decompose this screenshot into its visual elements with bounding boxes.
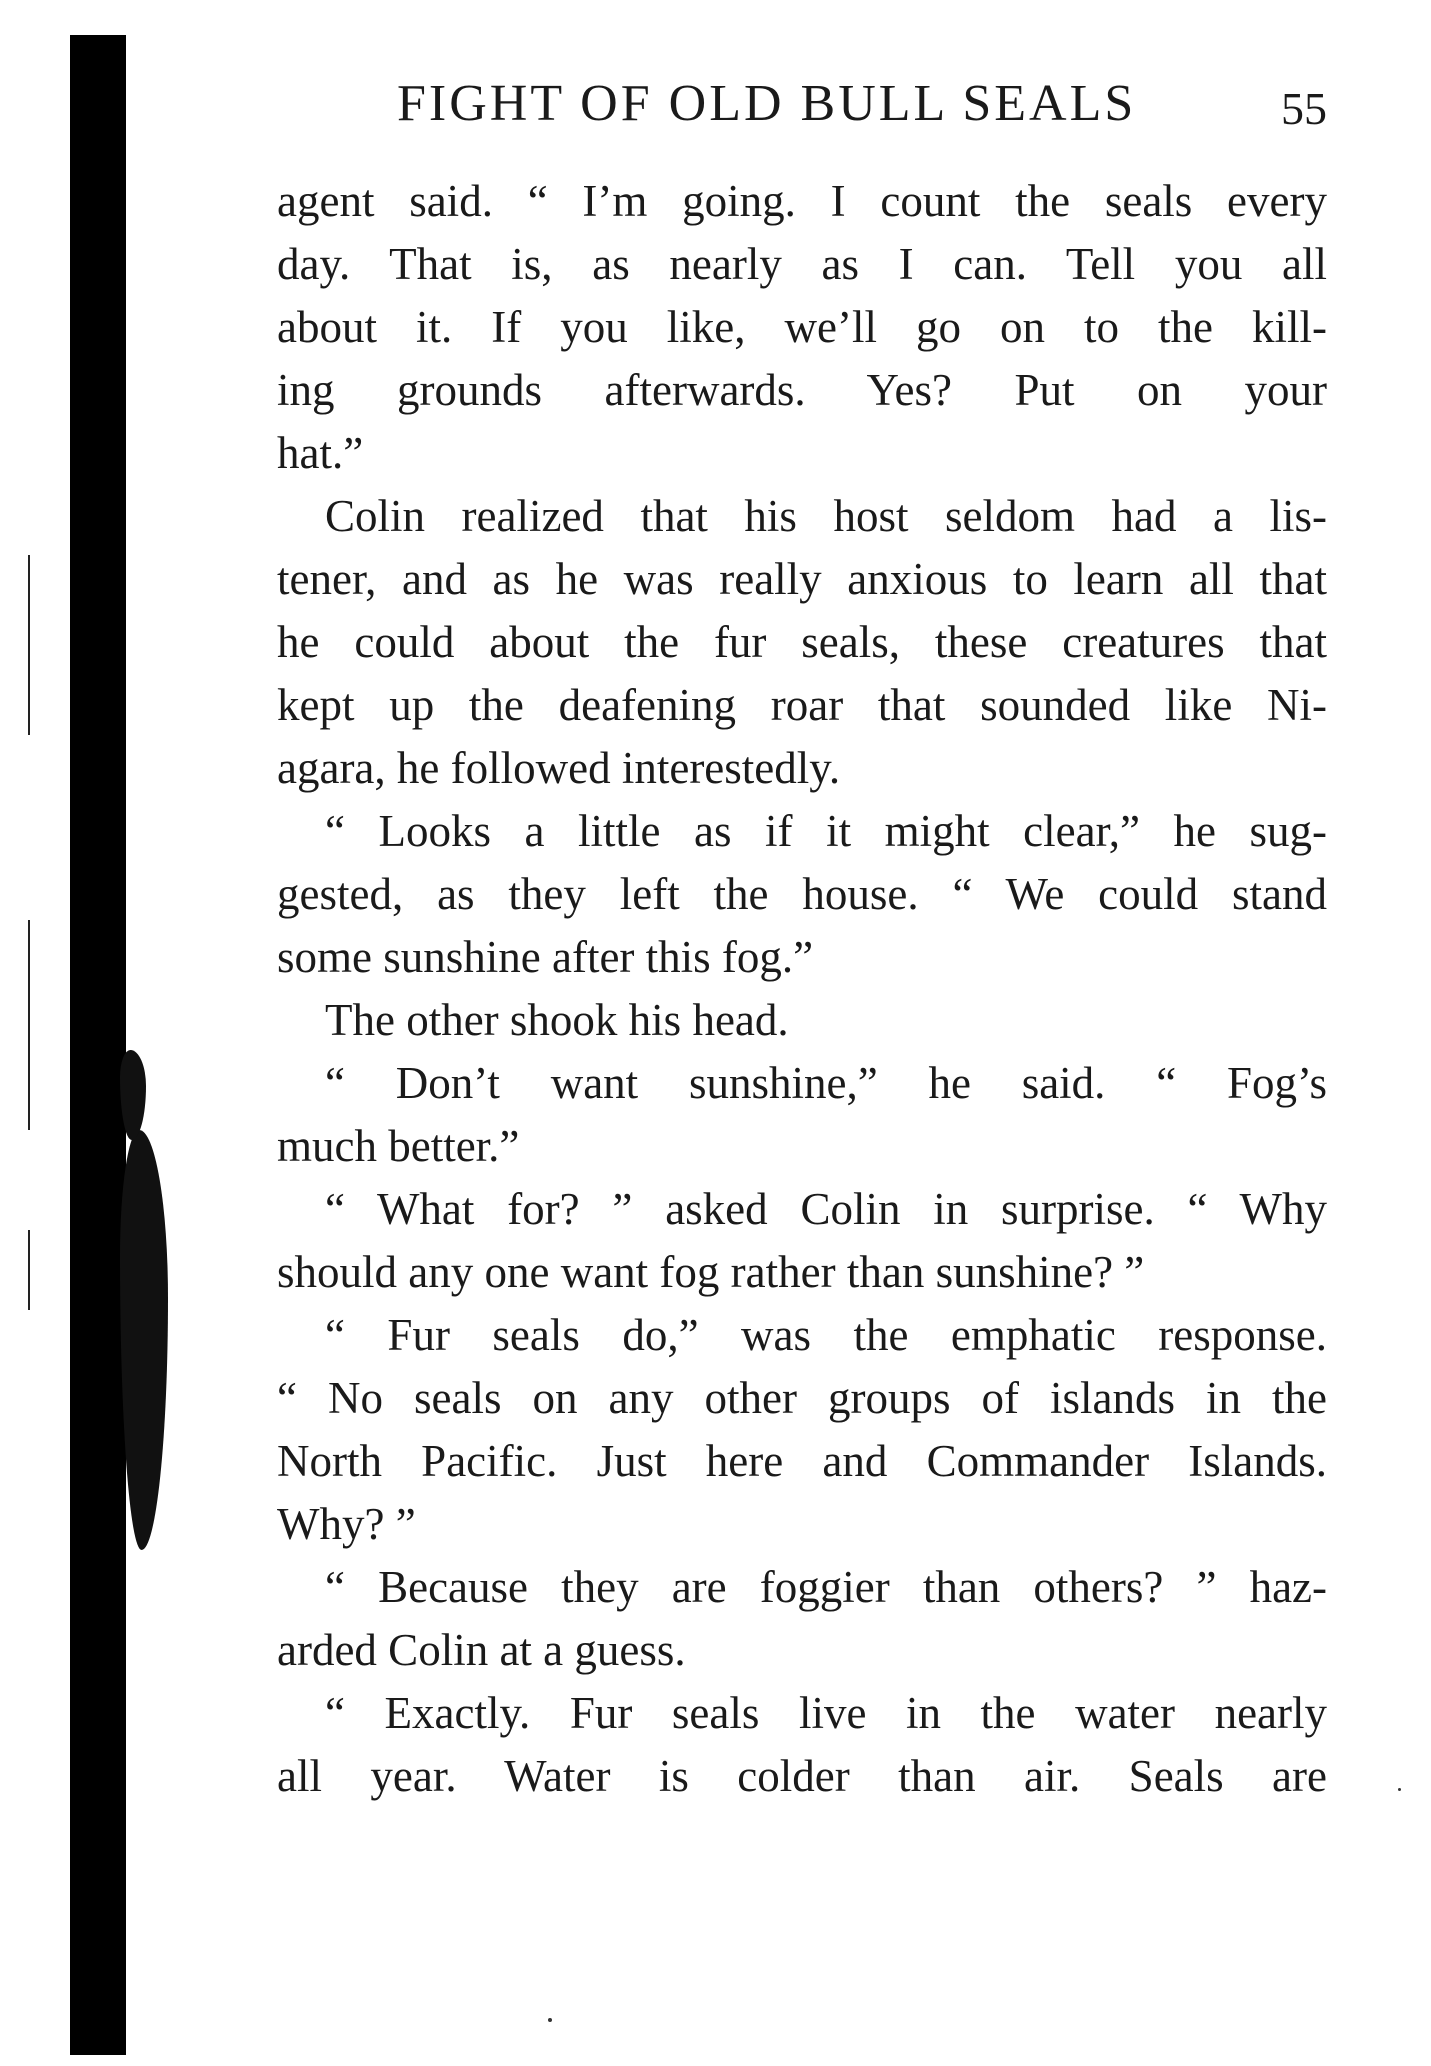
text-line: agent said. “ I’m going. I count the seals every: [277, 176, 1327, 226]
gutter-edge-line: [28, 920, 30, 1130]
text-line: The other shook his head.: [325, 995, 789, 1045]
text-line: agara, he followed interestedly.: [277, 743, 841, 793]
text-line: “ Because they are foggier than others? ” haz-: [325, 1562, 1327, 1612]
text-line: arded Colin at a guess.: [277, 1625, 686, 1675]
text-line: “ Fur seals do,” was the emphatic response.: [325, 1310, 1327, 1360]
text-line: day. That is, as nearly as I can. Tell you all: [277, 239, 1327, 289]
text-line: about it. If you like, we’ll go on to the kill-: [277, 302, 1327, 352]
text-line: ing grounds afterwards. Yes? Put on your: [277, 365, 1327, 415]
text-line: Why? ”: [277, 1499, 416, 1549]
text-line: kept up the deafening roar that sounded like Ni-: [277, 680, 1327, 730]
page-header: [277, 74, 1327, 134]
text-line: “ Looks a little as if it might clear,” he sug-: [325, 806, 1327, 856]
text-line: all year. Water is colder than air. Seals are: [277, 1751, 1327, 1801]
text-line: “ Exactly. Fur seals live in the water nearly: [325, 1688, 1327, 1738]
paper-speck: [548, 2018, 552, 2022]
gutter-edge-line: [28, 555, 30, 735]
gutter-shadow: [120, 1050, 146, 1140]
body-text: [277, 170, 1327, 1808]
text-line: gested, as they left the house. “ We could stand: [277, 869, 1327, 919]
text-line: tener, and as he was really anxious to learn all that: [277, 554, 1327, 604]
text-line: hat.”: [277, 428, 364, 478]
text-line: some sunshine after this fog.”: [277, 932, 814, 982]
paper-speck: [1398, 1788, 1401, 1791]
running-title: FIGHT OF OLD BULL SEALS: [397, 75, 1137, 132]
text-line: Colin realized that his host seldom had a lis-: [325, 491, 1327, 541]
text-line: “ What for? ” asked Colin in surprise. “ Why: [325, 1184, 1327, 1234]
text-line: he could about the fur seals, these creatures that: [277, 617, 1327, 667]
text-line: “ Don’t want sunshine,” he said. “ Fog’s: [325, 1058, 1327, 1108]
gutter-edge-line: [28, 1230, 30, 1310]
text-line: much better.”: [277, 1121, 520, 1171]
text-line: should any one want fog rather than sunshine? ”: [277, 1247, 1145, 1297]
gutter-shadow: [120, 1130, 168, 1550]
text-line: “ No seals on any other groups of islands in the: [277, 1373, 1327, 1423]
binding-gutter: [70, 35, 126, 2055]
page-number: 55: [1281, 83, 1327, 134]
text-line: North Pacific. Just here and Commander Islands.: [277, 1436, 1327, 1486]
